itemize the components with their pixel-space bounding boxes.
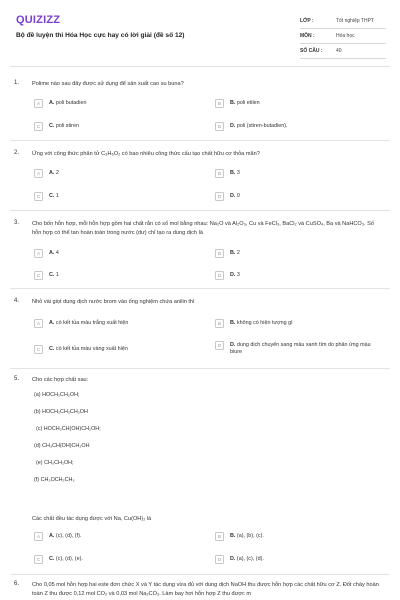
option-b[interactable] (215, 249, 385, 260)
option-badge: D (215, 271, 224, 280)
option-badge: C (34, 555, 43, 564)
option-label: có kết tủa màu vàng xuất hiện (55, 346, 128, 352)
compound-e: (e) CH₃CH₂OH; (36, 460, 74, 466)
option-label: poli stiren (55, 123, 79, 129)
question-text: Ứng với công thức phân tử C₃H₆O₂ có bao nhiêu công thức cấu tạo chất hữu cơ thỏa mãn? (32, 151, 260, 157)
meta-value: 40 (336, 48, 342, 54)
divider (10, 368, 390, 369)
divider (10, 66, 390, 67)
option-label: (c), (d), (f). (55, 533, 82, 539)
question-number: 5. (14, 376, 20, 382)
option-label: 2 (55, 170, 59, 176)
question-number: 2. (14, 150, 20, 156)
option-a[interactable] (34, 99, 204, 110)
option-badge: C (34, 192, 43, 201)
option-c[interactable] (34, 192, 204, 203)
compound-a: (a) HOCH₂CH₂OH; (34, 392, 80, 398)
document-header (0, 0, 400, 58)
divider (10, 288, 390, 289)
option-badge: B (215, 99, 224, 108)
option-badge: D (215, 341, 224, 350)
meta-row-subject (300, 29, 386, 44)
question-prompt: Các chất đều tác dụng được với Na, Cu(OH)₂ là (32, 516, 152, 522)
option-d[interactable] (215, 555, 385, 566)
option-b[interactable] (215, 319, 385, 330)
option-c[interactable] (34, 122, 204, 133)
option-letter: B. (230, 170, 236, 176)
option-badge: D (215, 192, 224, 201)
option-letter: A. (49, 320, 55, 326)
question-number: 1. (14, 80, 20, 86)
option-a[interactable] (34, 249, 204, 260)
option-d[interactable] (215, 271, 385, 282)
option-letter: C. (49, 346, 55, 352)
option-b[interactable] (215, 169, 385, 180)
option-label: poli (stiren-butadien). (236, 123, 288, 129)
option-b[interactable] (215, 532, 385, 543)
divider (10, 140, 390, 141)
option-badge: A (34, 99, 43, 108)
option-letter: D. (230, 272, 236, 278)
meta-value: Hóa học (336, 33, 355, 39)
option-badge: C (34, 271, 43, 280)
question-text: Polime nào sau đây được sử dụng để sản xuất cao su buna? (32, 81, 184, 87)
option-d[interactable] (215, 122, 385, 133)
option-label: dung dịch chuyển sang màu xanh tím do phản ứng màu biure (230, 342, 371, 355)
option-badge: C (34, 345, 43, 354)
question-number: 4. (14, 298, 20, 304)
question-number: 3. (14, 220, 20, 226)
option-label: 0 (236, 193, 240, 199)
option-c[interactable] (34, 345, 204, 356)
option-badge: B (215, 169, 224, 178)
option-letter: A. (49, 533, 55, 539)
question-text: Cho các hợp chất sau: (32, 377, 89, 383)
option-letter: C. (49, 123, 55, 129)
option-letter: A. (49, 100, 55, 106)
option-d[interactable] (215, 341, 385, 361)
option-label: poli butadien (55, 100, 87, 106)
option-letter: D. (230, 342, 236, 348)
option-a[interactable] (34, 319, 204, 330)
option-a[interactable] (34, 532, 204, 543)
option-a[interactable] (34, 169, 204, 180)
option-label: 3 (236, 170, 240, 176)
option-letter: B. (230, 100, 236, 106)
option-badge: A (34, 169, 43, 178)
compound-c: (c) HOCH₂CH(OH)CH₂OH; (36, 426, 101, 432)
meta-row-count (300, 44, 386, 59)
option-badge: C (34, 122, 43, 131)
option-label: có kết tủa màu trắng xuất hiện (55, 320, 129, 326)
compound-b: (b) HOCH₂CH₂CH₂OH (34, 409, 88, 415)
option-badge: D (215, 122, 224, 131)
meta-table (300, 14, 386, 59)
option-c[interactable] (34, 271, 204, 282)
option-label: (a), (c), (d). (236, 556, 264, 562)
option-badge: D (215, 555, 224, 564)
question-number: 6. (14, 581, 20, 587)
compound-f: (f) CH₃OCH₂CH₃ (34, 477, 75, 483)
option-badge: A (34, 319, 43, 328)
option-badge: A (34, 532, 43, 541)
option-letter: A. (49, 250, 55, 256)
question-text: Nhỏ vài giọt dung dịch nước brom vào ống nghiệm chứa anilin thì (32, 299, 195, 305)
option-badge: B (215, 532, 224, 541)
option-label: 1 (55, 193, 59, 199)
meta-row-class (300, 14, 386, 29)
option-label: (c), (d), (e). (55, 556, 83, 562)
option-letter: B. (230, 533, 236, 539)
option-letter: C. (49, 272, 55, 278)
option-label: không có hiện tượng gì (236, 320, 293, 326)
option-letter: D. (230, 123, 236, 129)
option-letter: B. (230, 320, 236, 326)
option-letter: C. (49, 556, 55, 562)
question-text: Cho bốn hỗn hợp, mỗi hỗn hợp gồm hai chất rắn có số mol bằng nhau: Na₂O và Al₂O₃, Cu và FeCl₃, BaCl₂ và CuSO₄, Ba và NaHCO₃. Số hỗn hợp có thể tan hoàn toàn trong nước (dư) chỉ tạo ra dung dịch là (32, 221, 374, 236)
option-label: 4 (55, 250, 59, 256)
option-label: poli etilen (236, 100, 260, 106)
option-letter: D. (230, 556, 236, 562)
option-letter: D. (230, 193, 236, 199)
option-letter: B. (230, 250, 236, 256)
option-badge: A (34, 249, 43, 258)
meta-key: MÔN : (300, 33, 315, 39)
option-badge: B (215, 249, 224, 258)
question-text: Cho 0,05 mol hỗn hợp hai este đơn chức X và Y tác dụng vừa đủ với dung dịch NaOH thu được hỗn hợp các chất hữu cơ Z. Đốt cháy hoàn toàn Z thu được 0,12 mol CO₂ và 0,03 mol Na₂CO₃. Làm bay hơi hỗn hợp Z thu được m (32, 582, 379, 597)
divider (10, 574, 390, 575)
option-c[interactable] (34, 555, 204, 566)
option-letter: C. (49, 193, 55, 199)
option-label: 2 (236, 250, 240, 256)
quizizz-logo: QUIZIZZ (16, 14, 61, 26)
option-letter: A. (49, 170, 55, 176)
option-label: 1 (55, 272, 59, 278)
option-badge: B (215, 319, 224, 328)
option-label: (a), (b), (c). (236, 533, 264, 539)
meta-key: LỚP : (300, 18, 314, 24)
option-label: 3 (236, 272, 240, 278)
document-title: Bộ đề luyện thi Hóa Học cực hay có lời giải (đề số 12) (16, 32, 185, 39)
compound-d: (d) CH₃CH(OH)CH₂OH (34, 443, 90, 449)
option-b[interactable] (215, 99, 385, 110)
divider (10, 210, 390, 211)
meta-value: Tốt nghiệp THPT (336, 18, 374, 24)
meta-key: SỐ CÂU : (300, 48, 323, 54)
option-d[interactable] (215, 192, 385, 203)
